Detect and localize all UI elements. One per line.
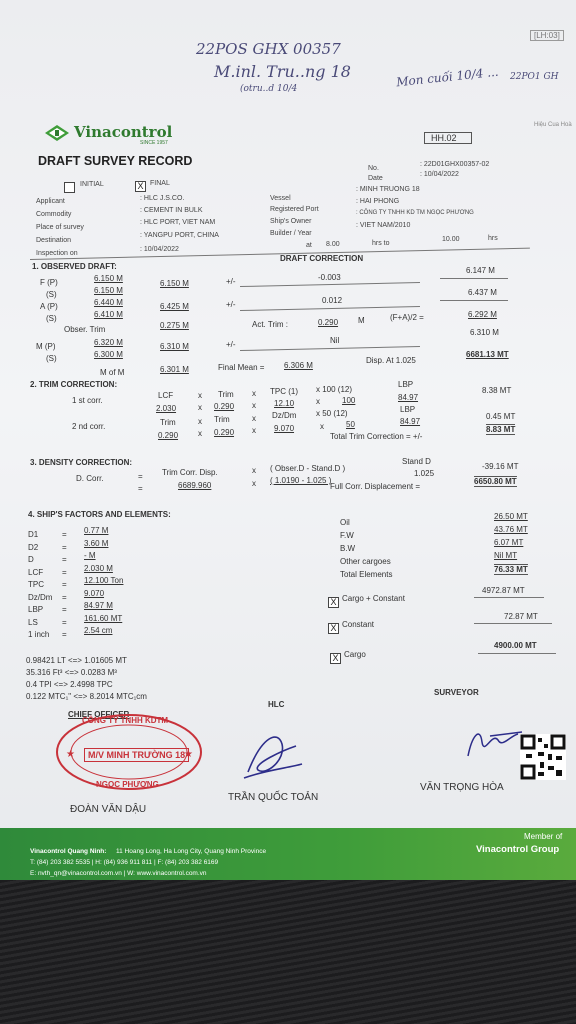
vinacontrol-logo-icon: [44, 124, 70, 142]
factor-value: 3.60 M: [84, 538, 109, 548]
factor-eq: =: [62, 592, 67, 602]
observed-heading: 1. OBSERVED DRAFT:: [32, 262, 117, 271]
footer-phones: T: (84) 203 382 5535 | H: (84) 936 911 811 | F: (84) 203 382 6169: [30, 859, 219, 866]
trim-first-a: LCF: [158, 391, 174, 400]
draft-pm-a: +/-: [226, 300, 236, 309]
element-value: 76.33 MT: [494, 565, 528, 574]
cargo-constant-checkbox: X: [328, 597, 339, 608]
line: [474, 623, 552, 624]
factors-heading: 4. SHIP'S FACTORS AND ELEMENTS:: [28, 510, 171, 519]
no-value: : 22D01GHX00357-02: [420, 161, 490, 168]
final-label: FINAL: [150, 180, 170, 187]
factor-eq: =: [62, 605, 67, 614]
trim-first-r1: 2.030: [156, 404, 177, 413]
handwritten-note: (otru..d 10/4: [240, 84, 298, 94]
trim-second-d: x 50 (12): [316, 409, 348, 418]
density-top-b: ( Obser.D - Stand.D ): [270, 464, 346, 473]
draft-res-f: 6.147 M: [466, 266, 495, 275]
factor-value: 2.54 cm: [84, 626, 113, 635]
factor-label: TPC: [28, 580, 44, 589]
handwritten-right-note: Mon cuối 10/4 ...: [395, 64, 500, 90]
trim-total-value: 8.83 MT: [486, 425, 516, 434]
side-note: Hiệu Cua Hoà: [534, 122, 572, 128]
hlc-label: HLC: [268, 700, 285, 709]
conversion-row: 35.316 Ft³ <=> 0.0283 M³: [26, 668, 117, 677]
factor-label: 1 inch: [28, 630, 50, 639]
final-mean-label: Final Mean =: [218, 363, 265, 372]
draft-label-as: (S): [46, 314, 57, 323]
fa2-label: (F+A)/2 =: [390, 313, 424, 322]
draft-correction-heading: DRAFT CORRECTION: [280, 254, 364, 263]
constant-label: Constant: [342, 620, 375, 629]
meta-label2-1: Registered Port: [270, 206, 319, 213]
footer-member-of: Member of: [524, 832, 563, 841]
meta-label2-0: Vessel: [270, 195, 291, 202]
meta-label-1: Commodity: [36, 211, 72, 218]
constant-checkbox: X: [328, 623, 339, 634]
factor-value: 9.070: [84, 588, 105, 598]
factor-label: D2: [28, 542, 39, 552]
corner-tag: [LH:03]: [530, 30, 564, 41]
handwritten-code: 22POS GHX 00357: [196, 40, 341, 58]
line: [478, 653, 556, 654]
trim-total-label: Total Trim Correction = +/-: [330, 432, 423, 441]
element-label: Other cargoes: [340, 557, 391, 566]
density-top-c: Stand D: [402, 457, 431, 466]
trim-first-d: x 100 (12): [316, 385, 353, 394]
act-trim-value: 0.290: [318, 318, 339, 327]
draft-res-m: 6.310 M: [470, 328, 499, 337]
draft-corr-f: -0.003: [318, 273, 341, 282]
disp-label: Disp. At 1.025: [366, 356, 416, 365]
trim-second-label: 2 nd corr.: [72, 422, 106, 431]
draft-avg-f: 6.150 M: [160, 279, 189, 288]
svg-text:★: ★: [184, 749, 193, 760]
act-trim-unit: M: [358, 316, 365, 325]
page-title: DRAFT SURVEY RECORD: [38, 154, 193, 168]
trim-second-r1: 0.290: [158, 431, 179, 440]
factor-eq: =: [62, 530, 67, 539]
meta-value-1: : CEMENT IN BULK: [140, 207, 203, 214]
final-checkbox: X: [135, 181, 146, 192]
form-code: HH.02: [424, 132, 472, 144]
factor-label: LCF: [28, 567, 44, 577]
meta-label2-3: Builder / Year: [270, 230, 312, 237]
factor-eq: =: [62, 542, 67, 552]
meta-value2-0: : MINH TRUONG 18: [356, 186, 420, 193]
draft-value-as: 6.410 M: [94, 310, 123, 319]
factor-value: 2.030 M: [84, 563, 113, 573]
act-trim-label: Act. Trim :: [252, 320, 288, 329]
trim-second-r3: 9.070: [274, 424, 295, 433]
handwritten-right-code: 22PO1 GH: [510, 72, 559, 82]
factor-value: - M: [84, 551, 96, 560]
factor-value: 161.60 MT: [84, 613, 123, 623]
density-val-c: 1.025: [414, 469, 435, 478]
trim-first-r3: 12.10: [274, 399, 295, 408]
surveyor-name: VĂN TRỌNG HÒA: [420, 782, 504, 793]
background-fabric: [0, 880, 576, 1024]
no-label: No.: [368, 165, 379, 172]
draft-label-fs: (S): [46, 290, 57, 299]
factor-label: D: [28, 555, 34, 564]
cargo-constant-label: Cargo + Constant: [342, 594, 405, 603]
density-val-a: 6689.960: [178, 481, 212, 490]
mofm-label: M of M: [100, 368, 125, 377]
stamp-top-text: CÔNG TY TNHH KDTM: [82, 716, 169, 725]
fa2-value: 6.292 M: [468, 310, 497, 319]
factor-label: LS: [28, 617, 38, 627]
footer-group: Vinacontrol Group: [476, 844, 560, 855]
line: [440, 300, 508, 301]
trim-second-a: Trim: [160, 418, 176, 427]
trim-first-result: 8.38 MT: [482, 386, 512, 395]
draft-survey-sheet: 22POS GHX 00357 M.inl. Tru..ng 18 (otru..d 10/4 Mon cuối 10/4 ... 22PO1 GH [LH:03] Vinacontrol SINCE 1957 HH.02 Hiệu Cua Hoà DRAFT SURVEY RECORD INITIAL X FINAL No. : 22D01GHX00357-02 Date : 10/04/2022 Applicant : HLC J.S.CO. Vessel : MINH TRUONG 18 Commodity : CEMENT IN BULK Registered Port : HAI PHONG Place of survey : HLC PORT, VIET NAM Ship's Owner : CÔNG TY TNHH KD TM NGỌC PHƯƠNG Destination : YANGPU PORT, CHINA Builder / Year : VIET NAM/2010 Inspection on : 10/04/2022 at 8.00 hrs to 10.00 hrs 1. OBSERVED DRAFT: DRAFT CORRECTION F (P) 6.150 M (S) 6.150 M 6.150 M +/- -0.003 6.147 M A (P) 6.440 M (S) 6.410 M 6.425 M +/- 0.012 6.437 M Obser. Trim 0.275 M Act. Trim : 0.290 M (F+A)/2 = 6.292 M M (P) 6.320 M (S) 6.300 M 6.310 M +/- Nil 6.310 M M of M 6.301 M Final Mean = 6.306 M Disp. At 1.025 6681.13 MT 2. TRIM CORRECTION: 1 st corr. LCF x Trim x TPC (1) x 100 (12) LBP 2.030 x 0.290 x 12.10 x 100 84.97 8.38 MT 2 nd corr. Trim x Trim x Dz/Dm x 50 (12) LBP 0.290 x 0.290 x 9.070 x 50 84.97 0.45 MT Total Trim Correction = +/- 8.83 MT 3. DENSITY CORRECTION: D. Corr. = Trim Corr. Disp. x ( Obser.D - Stand.D ) Stand D = 6689.960 x ( 1.0190 - 1.025 ) 1.025 -39.16 MT Full Corr. Displacement = 6650.80 MT 4. SHIP'S FACTORS AND ELEMENTS: X Cargo + Constant 4972.87 MT X Constant 72.87 MT X Cargo 4900.00 MT CHIEF OFFICER HLC SURVEYOR ★ ★ CÔNG TY TNHH KDTM M/V MINH TRƯỜNG 18 NGỌC PHƯƠNG ĐOÀN VĂN DẬU TRẦN QUỐC TOẢN VĂN TRỌNG HÒA Vinacontrol Quang Ninh: 11 Hoang Long, Ha Long City, Quang Ninh Province T: (84) 203 382 5535 | H: (84) 936 911 811 | F: (84) 203 382 6169 E: nvth_qn@vinacontrol.com.vn | W: www.vinacontrol.com.vn Member of Vinacontrol Group D1 = 0.77 M D2 = 3.60 M D = - M LCF = 2.030 M TPC = 12.100 Ton Dz/Dm = 9.070 LBP = 84.97 M LS = 161.60 MT 1 inch = 2.54 cm 0.98421 LT <=> 1.01605 MT 35.316 Ft³ <=> 0.0283 M³ 0.4 TPI <=> 2.4998 TPC 0.122 MTC₁" <=> 8.2014 MTC₁cm Oil 26.50 MT F.W 43.76 MT B.W 6.07 MT Other cargoes Nil MT Total Elements 76.33 MT: [0, 0, 576, 900]
element-label: F.W: [340, 531, 354, 540]
at-value: 8.00: [326, 241, 340, 248]
factor-value: 84.97 M: [84, 601, 113, 610]
draft-label-mp: M (P): [36, 342, 56, 351]
chief-officer-label: CHIEF OFFICER: [68, 710, 130, 719]
cargo-constant-value: 4972.87 MT: [482, 586, 525, 595]
stamp-bottom-text: NGỌC PHƯƠNG: [96, 780, 159, 789]
factor-eq: =: [62, 617, 67, 627]
draft-corr-a: 0.012: [322, 296, 343, 305]
cargo-label: Cargo: [344, 650, 366, 659]
trim-second-r4: 50: [346, 420, 355, 429]
meta-value-2: : HLC PORT, VIET NAM: [140, 219, 216, 226]
conversion-row: 0.4 TPI <=> 2.4998 TPC: [26, 680, 113, 689]
element-value: Nil MT: [494, 551, 518, 560]
draft-avg-a: 6.425 M: [160, 302, 189, 311]
draft-value-ap: 6.440 M: [94, 298, 123, 307]
draft-avg-m: 6.310 M: [160, 342, 189, 351]
meta-value-0: : HLC J.S.CO.: [140, 195, 185, 202]
factor-label: LBP: [28, 605, 44, 614]
inspection-label: Inspection on: [36, 250, 78, 257]
trim-first-r5: 84.97: [398, 393, 419, 402]
draft-value-ms: 6.300 M: [94, 350, 123, 359]
line: [474, 597, 544, 598]
draft-res-a: 6.437 M: [468, 288, 497, 297]
obser-trim-label: Obser. Trim: [64, 325, 106, 334]
final-mean-value: 6.306 M: [284, 361, 313, 370]
footer-contacts: E: nvth_qn@vinacontrol.com.vn | W: www.vinacontrol.com.vn: [30, 870, 207, 877]
hrs-label: hrs: [488, 235, 498, 242]
initial-checkbox: [64, 182, 75, 193]
element-label: Total Elements: [340, 570, 393, 579]
conversion-row: 0.98421 LT <=> 1.01605 MT: [26, 656, 127, 665]
draft-corr-m: Nil: [330, 336, 340, 345]
draft-value-fs: 6.150 M: [94, 286, 123, 295]
density-top-a: Trim Corr. Disp.: [162, 468, 218, 477]
trim-heading: 2. TRIM CORRECTION:: [30, 380, 118, 389]
meta-label2-2: Ship's Owner: [270, 218, 312, 225]
chief-officer-name: ĐOÀN VĂN DẬU: [70, 804, 147, 815]
full-corr-value: 6650.80 MT: [474, 477, 517, 486]
line: [240, 346, 420, 351]
density-val-b: ( 1.0190 - 1.025 ): [270, 476, 332, 485]
draft-label-fp: F (P): [40, 278, 58, 287]
logo-since: SINCE 1957: [140, 140, 168, 146]
svg-text:★: ★: [66, 749, 75, 760]
element-label: B.W: [340, 544, 356, 553]
hlc-signature: [236, 716, 316, 786]
qr-code-icon: [520, 734, 566, 780]
factor-eq: =: [62, 630, 67, 639]
stamp-middle-text: M/V MINH TRƯỜNG 18: [84, 748, 189, 762]
hlc-name: TRẦN QUỐC TOẢN: [228, 792, 319, 803]
line: [240, 282, 420, 287]
factor-label: D1: [28, 530, 39, 539]
meta-label-3: Destination: [36, 237, 72, 244]
at-label: at: [306, 242, 312, 249]
meta-value2-1: : HAI PHONG: [356, 198, 400, 205]
meta-label-0: Applicant: [36, 198, 65, 205]
trim-second-result: 0.45 MT: [486, 412, 516, 421]
meta-value2-3: : VIET NAM/2010: [356, 222, 411, 229]
initial-label: INITIAL: [80, 181, 104, 188]
factor-eq: =: [62, 580, 67, 589]
trim-first-r2: 0.290: [214, 402, 235, 411]
draft-label-ms: (S): [46, 354, 57, 363]
draft-value-mp: 6.320 M: [94, 338, 123, 347]
density-result: -39.16 MT: [482, 462, 519, 471]
trim-second-b: Trim: [214, 415, 230, 424]
date-value: : 10/04/2022: [420, 171, 459, 178]
factor-value: 12.100 Ton: [84, 576, 124, 585]
draft-label-ap: A (P): [40, 302, 58, 311]
meta-label-2: Place of survey: [36, 224, 84, 231]
inspection-value: : 10/04/2022: [140, 246, 179, 253]
full-corr-label: Full Corr. Displacement =: [330, 482, 421, 491]
element-value: 26.50 MT: [494, 512, 528, 521]
obser-trim-value: 0.275 M: [160, 321, 189, 330]
density-heading: 3. DENSITY CORRECTION:: [30, 458, 133, 467]
factor-value: 0.77 M: [84, 526, 109, 535]
factor-eq: =: [62, 555, 67, 564]
constant-value: 72.87 MT: [504, 612, 538, 621]
mofm-value: 6.301 M: [160, 365, 189, 374]
logo-name: Vinacontrol: [74, 123, 173, 141]
trim-first-e: LBP: [398, 380, 414, 389]
footer-address-bold: Vinacontrol Quang Ninh:: [30, 848, 107, 855]
hrs-to-label: hrs to: [372, 240, 390, 247]
factor-eq: =: [62, 567, 67, 577]
trim-second-r2: 0.290: [214, 428, 235, 437]
handwritten-vessel: M.inl. Tru..ng 18: [214, 62, 351, 81]
disp-value: 6681.13 MT: [466, 350, 509, 359]
element-value: 43.76 MT: [494, 525, 528, 534]
to-value: 10.00: [442, 236, 460, 243]
cargo-checkbox: X: [330, 653, 341, 664]
line: [440, 278, 508, 279]
element-label: Oil: [340, 518, 350, 527]
density-dcorr-label: D. Corr.: [76, 474, 104, 483]
factor-label: Dz/Dm: [28, 592, 53, 602]
trim-second-c: Dz/Dm: [272, 411, 297, 420]
trim-second-r5: 84.97: [400, 417, 421, 426]
trim-first-r4: 100: [342, 396, 356, 405]
draft-value-fp: 6.150 M: [94, 274, 123, 283]
meta-value2-2: : CÔNG TY TNHH KD TM NGỌC PHƯƠNG: [356, 210, 474, 216]
element-value: 6.07 MT: [494, 538, 524, 547]
meta-value-3: : YANGPU PORT, CHINA: [140, 232, 219, 239]
draft-pm-m: +/-: [226, 340, 236, 349]
trim-first-c: TPC (1): [270, 387, 298, 396]
date-label: Date: [368, 175, 383, 182]
conversion-row: 0.122 MTC₁" <=> 8.2014 MTC₁cm: [26, 692, 147, 701]
footer-address: 11 Hoang Long, Ha Long City, Quang Ninh Province: [116, 848, 267, 855]
line: [240, 306, 420, 311]
draft-pm-f: +/-: [226, 277, 236, 286]
trim-second-e: LBP: [400, 405, 416, 414]
surveyor-label: SURVEYOR: [434, 688, 479, 697]
cargo-value: 4900.00 MT: [494, 641, 537, 650]
trim-first-label: 1 st corr.: [72, 396, 103, 405]
trim-first-b: Trim: [218, 390, 234, 399]
